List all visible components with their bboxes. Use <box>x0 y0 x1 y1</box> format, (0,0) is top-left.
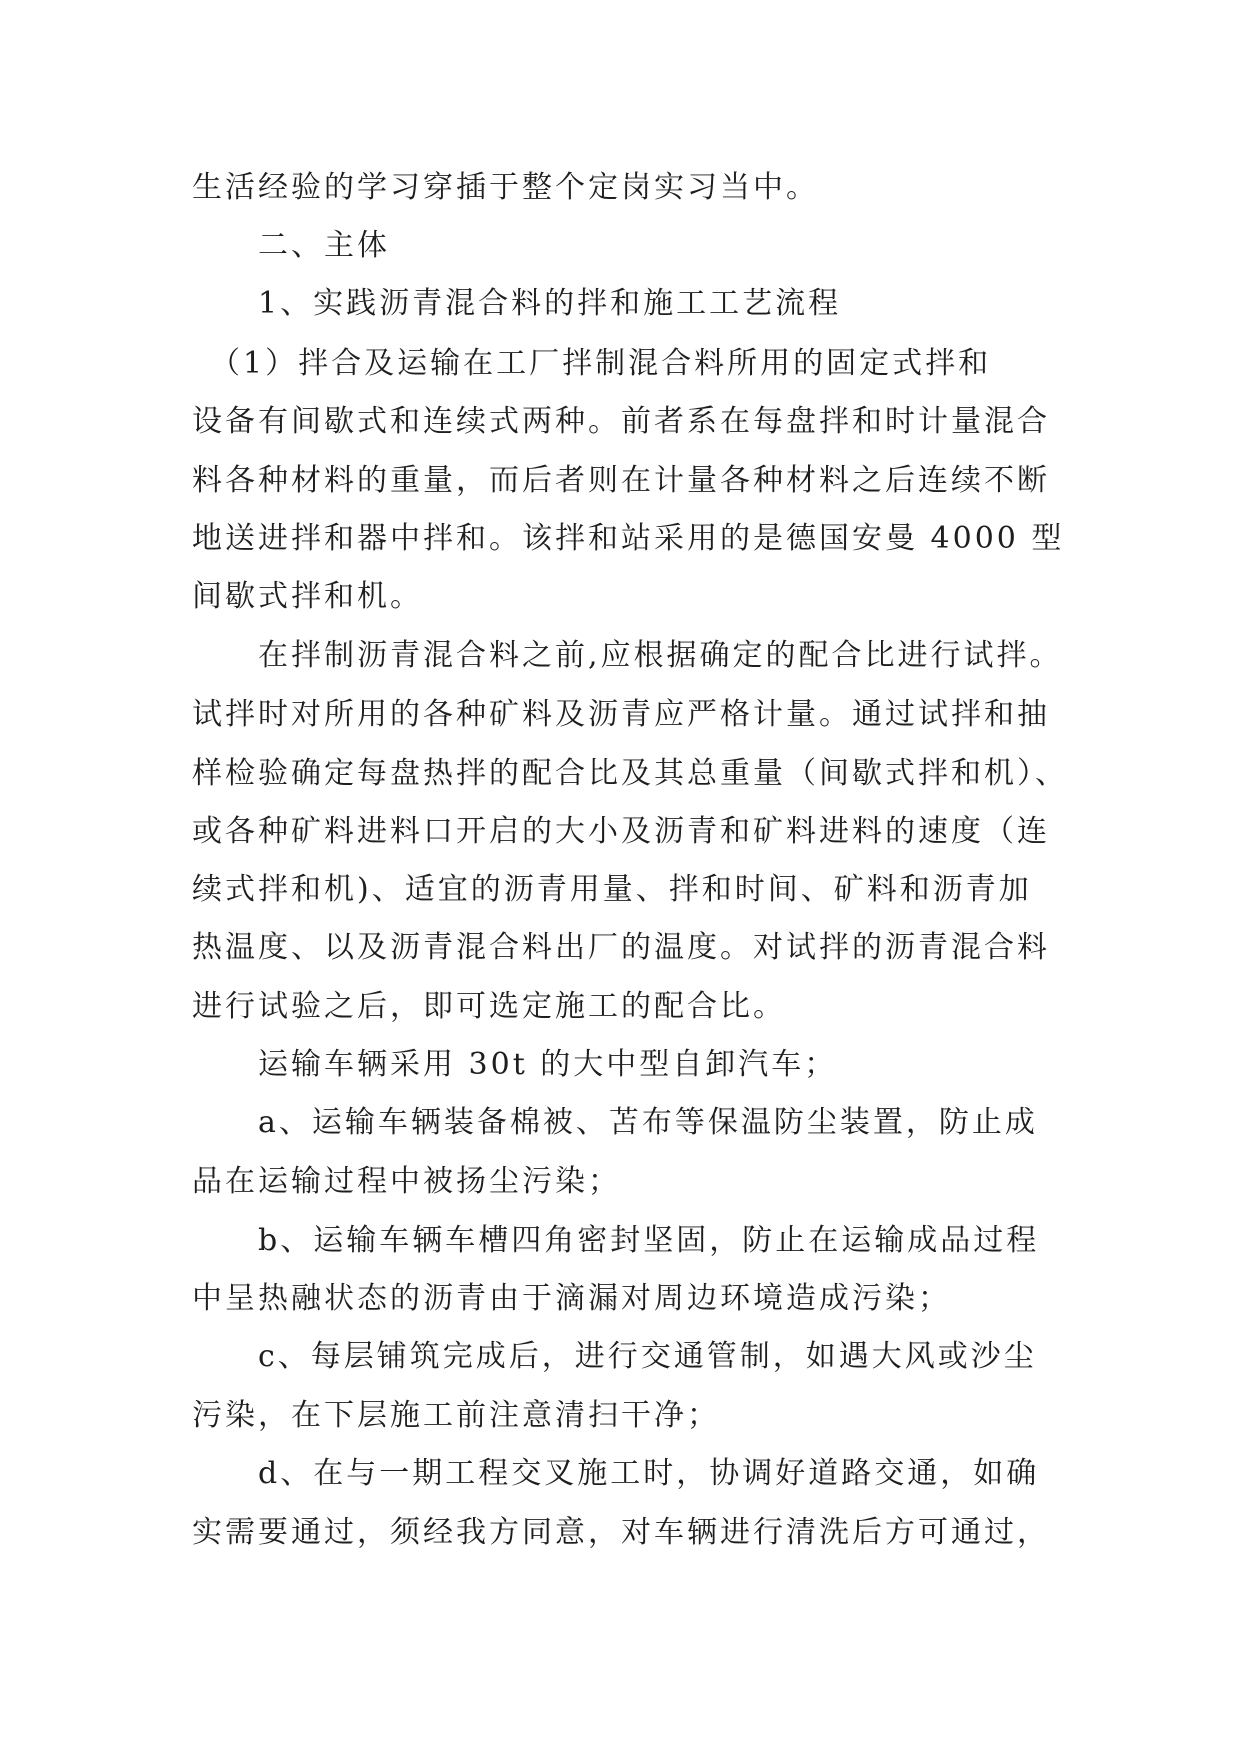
text-line: 热温度、以及沥青混合料出厂的温度。对试拌的沥青混合料 <box>192 930 1050 965</box>
text-line: （1）拌合及运输在工厂拌制混合料所用的固定式拌和 <box>192 346 992 381</box>
text-line: 地送进拌和器中拌和。该拌和站采用的是德国安曼 4000 型 <box>192 521 1065 556</box>
text-line: 在拌制沥青混合料之前,应根据确定的配合比进行试拌。 <box>192 638 1063 673</box>
list-item-c: c、每层铺筑完成后，进行交通管制，如遇大风或沙尘 <box>192 1339 1037 1374</box>
list-item-d: d、在与一期工程交叉施工时，协调好道路交通，如确 <box>192 1456 1040 1491</box>
text-line: 品在运输过程中被扬尘污染； <box>192 1164 621 1199</box>
text-line: 运输车辆采用 30t 的大中型自卸汽车； <box>192 1047 838 1082</box>
list-item-b: b、运输车辆车槽四角密封坚固，防止在运输成品过程 <box>192 1223 1040 1258</box>
text-line: 样检验确定每盘热拌的配合比及其总重量（间歇式拌和机）、 <box>192 756 1068 791</box>
text-line: 料各种材料的重量，而后者则在计量各种材料之后连续不断 <box>192 463 1050 498</box>
text-line: 续式拌和机)、适宜的沥青用量、拌和时间、矿料和沥青加 <box>192 872 1032 907</box>
text-line: 进行试验之后，即可选定施工的配合比。 <box>192 989 786 1024</box>
text-line: 或各种矿料进料口开启的大小及沥青和矿料进料的速度（连 <box>192 814 1050 849</box>
subsection-heading: 1、实践沥青混合料的拌和施工工艺流程 <box>192 286 842 321</box>
text-line: 中呈热融状态的沥青由于滴漏对周边环境造成污染； <box>192 1281 951 1316</box>
text-line: 间歇式拌和机。 <box>192 579 423 614</box>
section-heading: 二、主体 <box>192 228 390 263</box>
text-line: 生活经验的学习穿插于整个定岗实习当中。 <box>192 170 819 205</box>
text-line: 试拌时对所用的各种矿料及沥青应严格计量。通过试拌和抽 <box>192 697 1050 732</box>
text-line: 设备有间歇式和连续式两种。前者系在每盘拌和时计量混合 <box>192 404 1050 439</box>
list-item-a: a、运输车辆装备棉被、苫布等保温防尘装置，防止成 <box>192 1105 1038 1140</box>
text-line: 实需要通过，须经我方同意，对车辆进行清洗后方可通过， <box>192 1515 1050 1550</box>
text-line: 污染，在下层施工前注意清扫干净； <box>192 1398 720 1433</box>
